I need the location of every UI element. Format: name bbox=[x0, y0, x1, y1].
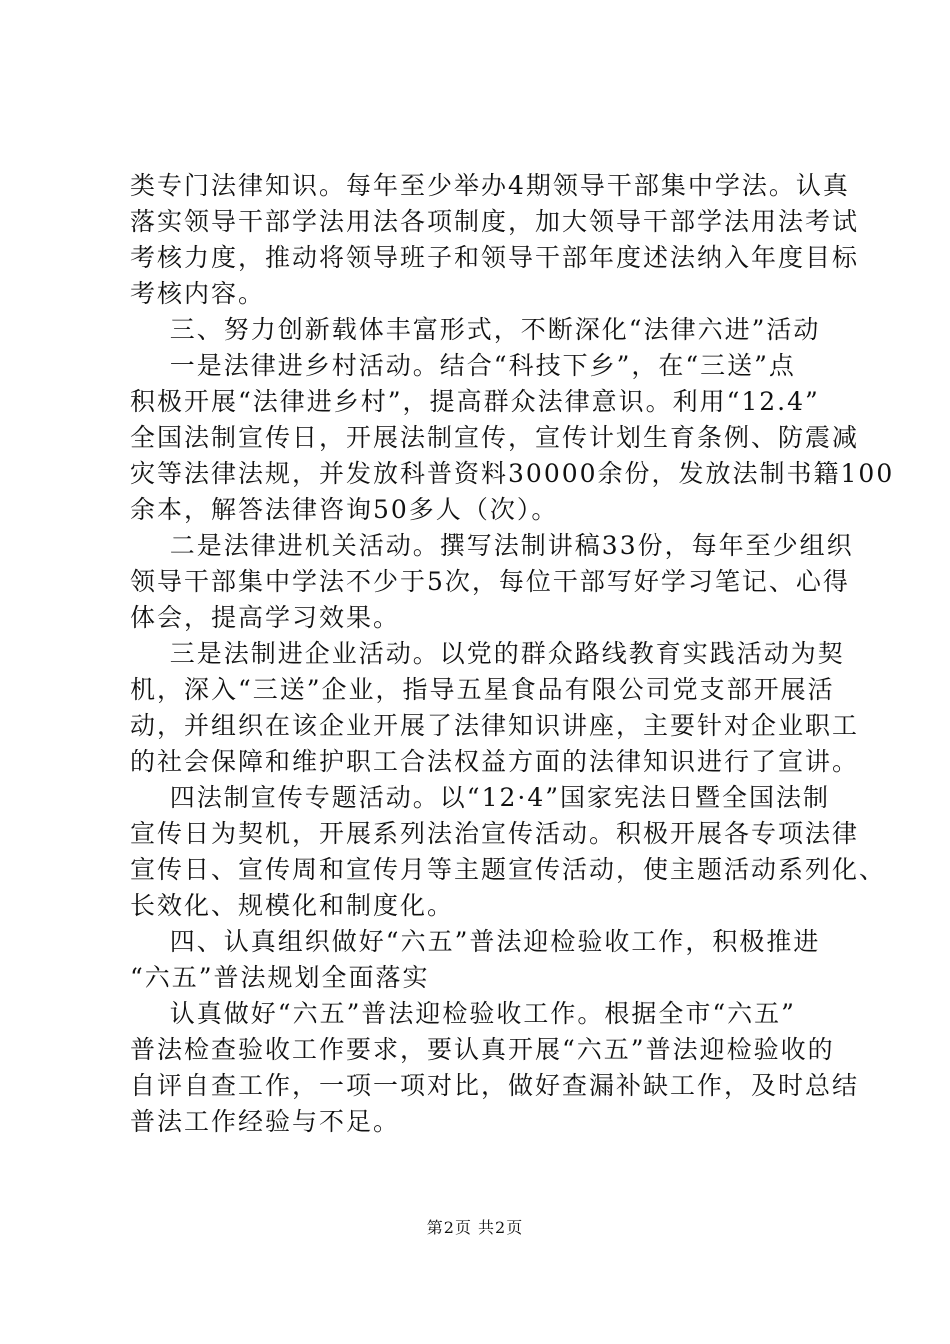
section-heading: “六五”普法规划全面落实 bbox=[130, 963, 430, 992]
text-line: 普法检查验收工作要求，要认真开展“六五”普法迎检验收的 bbox=[130, 1035, 835, 1064]
text-line: 积极开展“法律进乡村”，提高群众法律意识。利用“12.4” bbox=[130, 387, 820, 416]
text-line: 机，深入“三送”企业，指导五星食品有限公司党支部开展活 bbox=[130, 675, 835, 704]
section-heading: 四、认真组织做好“六五”普法迎检验收工作，积极推进 bbox=[130, 927, 821, 956]
text-line: 考核力度，推动将领导班子和领导干部年度述法纳入年度目标 bbox=[130, 243, 860, 272]
text-line: 认真做好“六五”普法迎检验收工作。根据全市“六五” bbox=[130, 999, 796, 1028]
text-line: 体会，提高学习效果。 bbox=[130, 603, 401, 632]
text-line: 二是法律进机关活动。撰写法制讲稿33份，每年至少组织 bbox=[130, 531, 854, 560]
text-line: 落实领导干部学法用法各项制度，加大领导干部学法用法考试 bbox=[130, 207, 860, 236]
text-line: 的社会保障和维护职工合法权益方面的法律知识进行了宣讲。 bbox=[130, 747, 860, 776]
section-heading: 三、努力创新载体丰富形式，不断深化“法律六进”活动 bbox=[130, 315, 821, 344]
document-body bbox=[130, 168, 895, 1140]
text-line: 宣传日、宣传周和宣传月等主题宣传活动，使主题活动系列化、 bbox=[130, 855, 887, 884]
text-line: 考核内容。 bbox=[130, 279, 266, 308]
text-line: 全国法制宣传日，开展法制宣传，宣传计划生育条例、防震减 bbox=[130, 423, 860, 452]
text-line: 余本，解答法律咨询50多人（次）。 bbox=[130, 495, 559, 524]
text-line: 类专门法律知识。每年至少举办4期领导干部集中学法。认真 bbox=[130, 171, 850, 200]
text-line: 三是法制进企业活动。以党的群众路线教育实践活动为契 bbox=[130, 639, 845, 668]
text-line: 动，并组织在该企业开展了法律知识讲座，主要针对企业职工 bbox=[130, 711, 860, 740]
page-number-footer: 第2页 共2页 bbox=[426, 1218, 524, 1237]
text-line: 领导干部集中学法不少于5次，每位干部写好学习笔记、心得 bbox=[130, 567, 850, 596]
text-line: 长效化、规模化和制度化。 bbox=[130, 891, 455, 920]
text-line: 四法制宣传专题活动。以“12·4”国家宪法日暨全国法制 bbox=[130, 783, 831, 812]
text-line: 普法工作经验与不足。 bbox=[130, 1107, 401, 1136]
text-line: 自评自查工作，一项一项对比，做好查漏补缺工作，及时总结 bbox=[130, 1071, 860, 1100]
text-line: 灾等法律法规，并发放科普资料30000余份，发放法制书籍100 bbox=[130, 459, 895, 488]
text-line: 一是法律进乡村活动。结合“科技下乡”，在“三送”点 bbox=[130, 351, 796, 380]
text-line: 宣传日为契机，开展系列法治宣传活动。积极开展各专项法律 bbox=[130, 819, 860, 848]
